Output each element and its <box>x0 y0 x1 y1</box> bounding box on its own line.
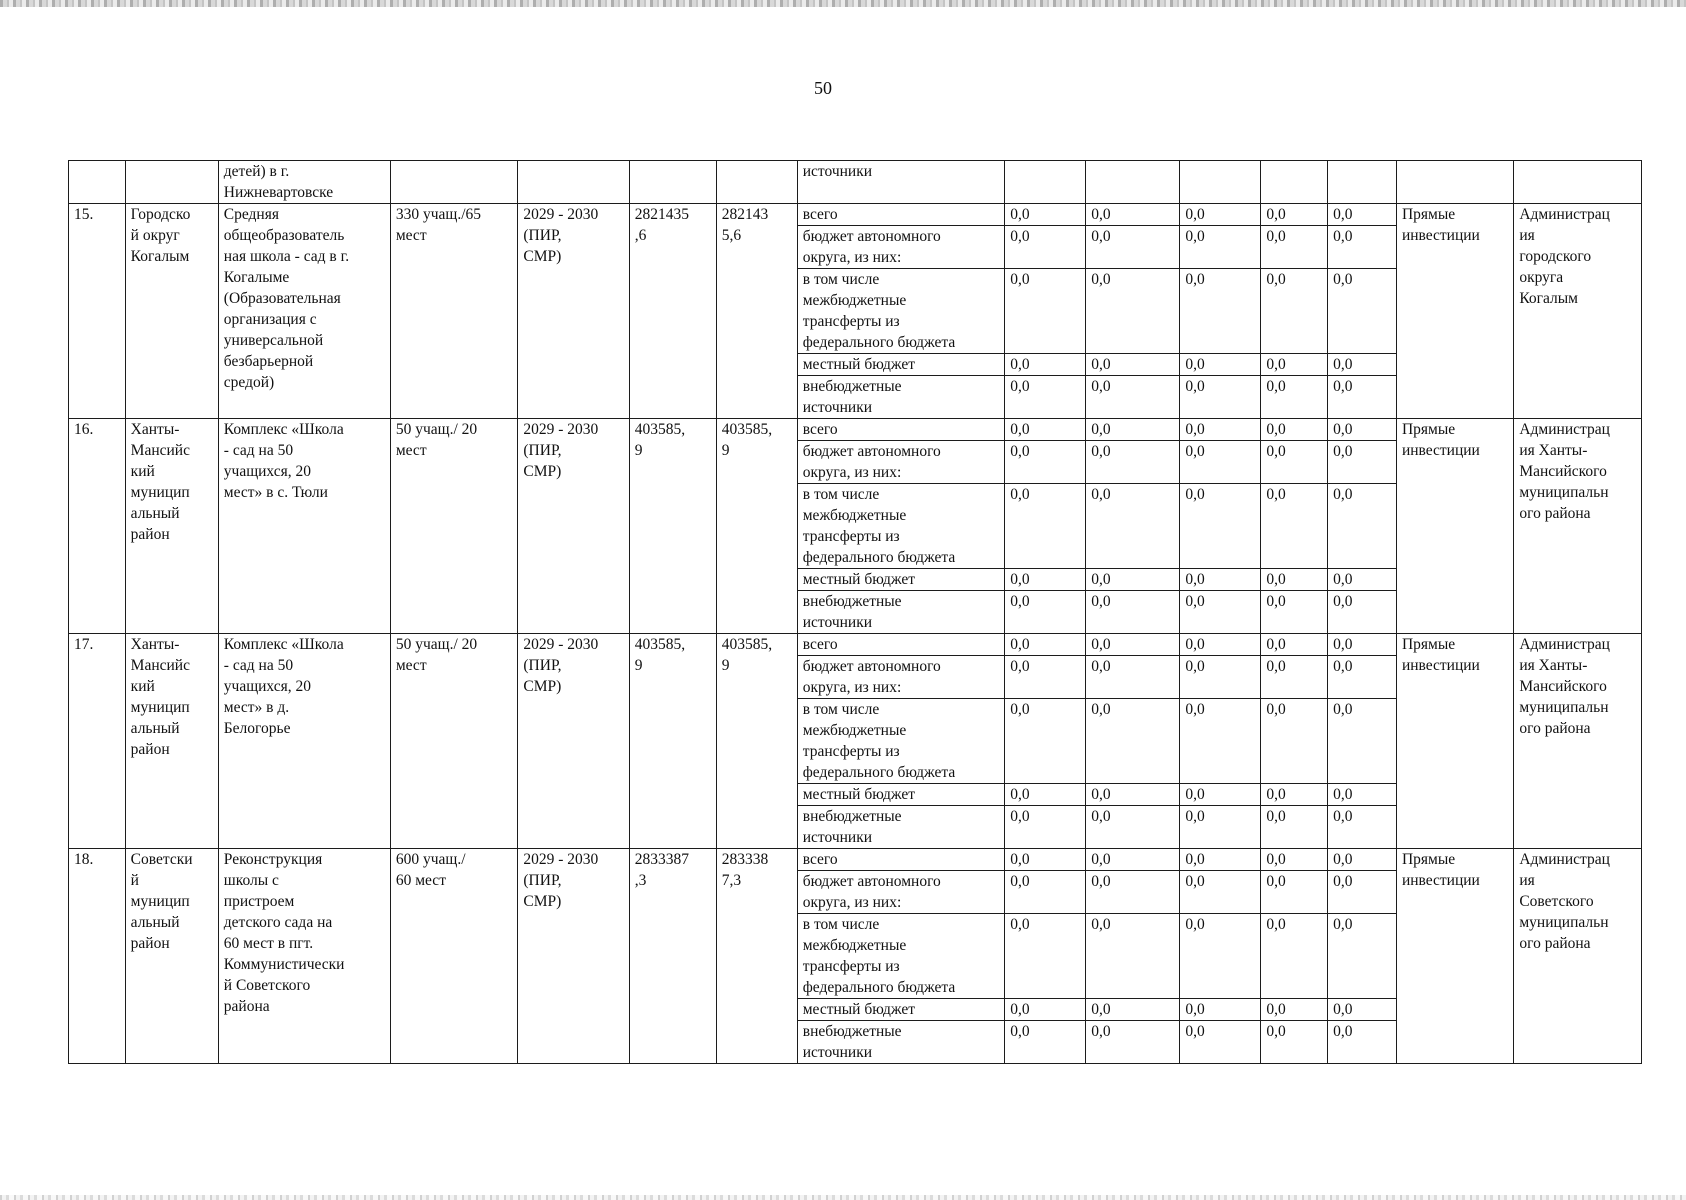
cell-source: местный бюджет <box>797 999 1005 1021</box>
cell-object: Комплекс «Школа - сад на 50 учащихся, 20 мест» в д. Белогорье <box>218 634 390 849</box>
cell-value: 0,0 <box>1261 226 1328 269</box>
cell-value: 0,0 <box>1180 634 1261 656</box>
cell-source: внебюджетные источники <box>797 376 1005 419</box>
cell-no: 15. <box>69 204 126 419</box>
cell-value: 0,0 <box>1328 656 1397 699</box>
cell-cost-total: 2833387 ,3 <box>629 849 716 1064</box>
cell-object: Комплекс «Школа - сад на 50 учащихся, 20 мест» в с. Тюли <box>218 419 390 634</box>
cell-period: 2029 - 2030 (ПИР, СМР) <box>518 849 629 1064</box>
cell-period: 2029 - 2030 (ПИР, СМР) <box>518 419 629 634</box>
cell-value: 0,0 <box>1328 226 1397 269</box>
cell-value: 0,0 <box>1086 419 1180 441</box>
cell-value: 0,0 <box>1086 784 1180 806</box>
scan-edge-top <box>0 0 1686 7</box>
cell-value: 0,0 <box>1180 419 1261 441</box>
cell-cost-remaining: 403585, 9 <box>716 634 797 849</box>
cell-value: 0,0 <box>1261 269 1328 354</box>
cell-value: 0,0 <box>1180 784 1261 806</box>
cell-value: 0,0 <box>1086 484 1180 569</box>
cell-source: источники <box>797 161 1005 204</box>
cell-value: 0,0 <box>1328 569 1397 591</box>
cell-capacity <box>390 161 518 204</box>
table-row <box>69 204 1642 226</box>
cell-value: 0,0 <box>1328 999 1397 1021</box>
cell-value: 0,0 <box>1086 871 1180 914</box>
cell-value: 0,0 <box>1328 484 1397 569</box>
cell-value: 0,0 <box>1180 914 1261 999</box>
cell-value: 0,0 <box>1086 269 1180 354</box>
cell-value: 0,0 <box>1180 849 1261 871</box>
cell-value: 0,0 <box>1328 376 1397 419</box>
cell-cost-total <box>629 161 716 204</box>
cell-value: 0,0 <box>1261 784 1328 806</box>
cell-value: 0,0 <box>1086 656 1180 699</box>
cell-value <box>1261 161 1328 204</box>
cell-municipality: Советски й муницип альный район <box>125 849 218 1064</box>
continuation-row <box>69 161 1642 204</box>
cell-source: в том числе межбюджетные трансферты из федерального бюджета <box>797 484 1005 569</box>
cell-value: 0,0 <box>1261 419 1328 441</box>
cell-value: 0,0 <box>1005 269 1086 354</box>
cell-value: 0,0 <box>1328 204 1397 226</box>
cell-value: 0,0 <box>1261 871 1328 914</box>
cell-value: 0,0 <box>1005 784 1086 806</box>
cell-source: всего <box>797 849 1005 871</box>
cell-value: 0,0 <box>1005 354 1086 376</box>
cell-capacity: 600 учащ./ 60 мест <box>390 849 518 1064</box>
cell-object: детей) в г. Нижневартовске <box>218 161 390 204</box>
cell-value: 0,0 <box>1180 806 1261 849</box>
cell-value: 0,0 <box>1180 204 1261 226</box>
cell-source: всего <box>797 634 1005 656</box>
cell-municipality <box>125 161 218 204</box>
cell-value: 0,0 <box>1005 419 1086 441</box>
cell-value: 0,0 <box>1005 569 1086 591</box>
table-row <box>69 634 1642 656</box>
cell-value: 0,0 <box>1261 634 1328 656</box>
cell-value: 0,0 <box>1328 634 1397 656</box>
cell-value: 0,0 <box>1086 699 1180 784</box>
cell-value: 0,0 <box>1261 656 1328 699</box>
cell-value: 0,0 <box>1005 634 1086 656</box>
cell-source: всего <box>797 419 1005 441</box>
cell-period: 2029 - 2030 (ПИР, СМР) <box>518 204 629 419</box>
cell-source: местный бюджет <box>797 569 1005 591</box>
cell-value: 0,0 <box>1180 376 1261 419</box>
cell-source: бюджет автономного округа, из них: <box>797 226 1005 269</box>
cell-responsible: Администрац ия Советского муниципальн ого района <box>1514 849 1642 1064</box>
cell-no: 18. <box>69 849 126 1064</box>
cell-value: 0,0 <box>1180 226 1261 269</box>
cell-value: 0,0 <box>1261 699 1328 784</box>
cell-value: 0,0 <box>1328 419 1397 441</box>
cell-value: 0,0 <box>1180 591 1261 634</box>
cell-value: 0,0 <box>1086 354 1180 376</box>
cell-value: 0,0 <box>1261 484 1328 569</box>
cell-value: 0,0 <box>1005 699 1086 784</box>
cell-value: 0,0 <box>1261 999 1328 1021</box>
cell-value: 0,0 <box>1086 591 1180 634</box>
cell-municipality: Ханты- Мансийс кий муницип альный район <box>125 419 218 634</box>
cell-value: 0,0 <box>1328 1021 1397 1064</box>
cell-responsible <box>1514 161 1642 204</box>
cell-value: 0,0 <box>1086 999 1180 1021</box>
cell-source: бюджет автономного округа, из них: <box>797 441 1005 484</box>
cell-value: 0,0 <box>1180 699 1261 784</box>
cell-value: 0,0 <box>1086 849 1180 871</box>
cell-cost-remaining: 403585, 9 <box>716 419 797 634</box>
cell-no: 17. <box>69 634 126 849</box>
cell-mechanism: Прямые инвестиции <box>1396 849 1513 1064</box>
cell-value: 0,0 <box>1005 656 1086 699</box>
cell-value: 0,0 <box>1180 354 1261 376</box>
cell-object: Реконструкция школы с пристроем детского сада на 60 мест в пгт. Коммунистически й Советского района <box>218 849 390 1064</box>
cell-value: 0,0 <box>1261 849 1328 871</box>
cell-source: в том числе межбюджетные трансферты из федерального бюджета <box>797 269 1005 354</box>
cell-value: 0,0 <box>1328 914 1397 999</box>
cell-responsible: Администрац ия городского округа Когалым <box>1514 204 1642 419</box>
cell-value: 0,0 <box>1005 484 1086 569</box>
cell-value <box>1328 161 1397 204</box>
cell-value: 0,0 <box>1180 871 1261 914</box>
cell-value: 0,0 <box>1328 441 1397 484</box>
cell-no <box>69 161 126 204</box>
cell-municipality: Ханты- Мансийс кий муницип альный район <box>125 634 218 849</box>
table-row <box>69 419 1642 441</box>
cell-value: 0,0 <box>1005 1021 1086 1064</box>
cell-value: 0,0 <box>1261 914 1328 999</box>
cell-value: 0,0 <box>1005 999 1086 1021</box>
cell-value: 0,0 <box>1086 569 1180 591</box>
cell-capacity: 50 учащ./ 20 мест <box>390 419 518 634</box>
cell-value: 0,0 <box>1005 806 1086 849</box>
cell-responsible: Администрац ия Ханты- Мансийского муниципальн ого района <box>1514 419 1642 634</box>
cell-value: 0,0 <box>1328 269 1397 354</box>
cell-source: внебюджетные источники <box>797 591 1005 634</box>
cell-value: 0,0 <box>1328 849 1397 871</box>
cell-value: 0,0 <box>1261 1021 1328 1064</box>
cell-value: 0,0 <box>1180 656 1261 699</box>
cell-value: 0,0 <box>1086 806 1180 849</box>
cell-responsible: Администрац ия Ханты- Мансийского муниципальн ого района <box>1514 634 1642 849</box>
page-number: 50 <box>814 78 832 98</box>
cell-value: 0,0 <box>1328 806 1397 849</box>
cell-value: 0,0 <box>1180 569 1261 591</box>
cell-source: всего <box>797 204 1005 226</box>
cell-cost-remaining <box>716 161 797 204</box>
cell-capacity: 50 учащ./ 20 мест <box>390 634 518 849</box>
cell-value: 0,0 <box>1261 204 1328 226</box>
cell-source: бюджет автономного округа, из них: <box>797 656 1005 699</box>
cell-period: 2029 - 2030 (ПИР, СМР) <box>518 634 629 849</box>
cell-value: 0,0 <box>1180 269 1261 354</box>
cell-value: 0,0 <box>1261 569 1328 591</box>
cell-cost-total: 403585, 9 <box>629 419 716 634</box>
cell-period <box>518 161 629 204</box>
cell-cost-remaining: 283338 7,3 <box>716 849 797 1064</box>
cell-mechanism: Прямые инвестиции <box>1396 419 1513 634</box>
cell-value <box>1180 161 1261 204</box>
cell-value: 0,0 <box>1086 376 1180 419</box>
investment-objects-table <box>68 160 1642 1064</box>
cell-source: внебюджетные источники <box>797 806 1005 849</box>
cell-value: 0,0 <box>1086 204 1180 226</box>
cell-value: 0,0 <box>1086 226 1180 269</box>
cell-source: в том числе межбюджетные трансферты из федерального бюджета <box>797 914 1005 999</box>
cell-value <box>1086 161 1180 204</box>
cell-value: 0,0 <box>1005 914 1086 999</box>
cell-value: 0,0 <box>1005 871 1086 914</box>
cell-value: 0,0 <box>1180 1021 1261 1064</box>
cell-source: внебюджетные источники <box>797 1021 1005 1064</box>
cell-value: 0,0 <box>1086 1021 1180 1064</box>
cell-value: 0,0 <box>1005 226 1086 269</box>
cell-mechanism <box>1396 161 1513 204</box>
cell-municipality: Городско й округ Когалым <box>125 204 218 419</box>
table-row <box>69 849 1642 871</box>
cell-value: 0,0 <box>1261 591 1328 634</box>
cell-value: 0,0 <box>1328 871 1397 914</box>
cell-mechanism: Прямые инвестиции <box>1396 204 1513 419</box>
cell-source: в том числе межбюджетные трансферты из федерального бюджета <box>797 699 1005 784</box>
cell-value: 0,0 <box>1328 699 1397 784</box>
cell-value <box>1005 161 1086 204</box>
cell-value: 0,0 <box>1261 441 1328 484</box>
scan-edge-bottom <box>0 1195 1686 1200</box>
cell-source: местный бюджет <box>797 354 1005 376</box>
cell-cost-total: 2821435 ,6 <box>629 204 716 419</box>
cell-value: 0,0 <box>1005 849 1086 871</box>
cell-value: 0,0 <box>1328 784 1397 806</box>
cell-value: 0,0 <box>1005 591 1086 634</box>
cell-source: бюджет автономного округа, из них: <box>797 871 1005 914</box>
cell-value: 0,0 <box>1180 999 1261 1021</box>
cell-value: 0,0 <box>1086 914 1180 999</box>
cell-value: 0,0 <box>1261 806 1328 849</box>
cell-value: 0,0 <box>1180 441 1261 484</box>
cell-object: Средняя общеобразователь ная школа - сад в г. Когалыме (Образовательная организация с универсальной безбарьерной средой) <box>218 204 390 419</box>
cell-value: 0,0 <box>1328 354 1397 376</box>
cell-value: 0,0 <box>1086 441 1180 484</box>
cell-value: 0,0 <box>1005 441 1086 484</box>
cell-value: 0,0 <box>1261 354 1328 376</box>
cell-cost-total: 403585, 9 <box>629 634 716 849</box>
cell-value: 0,0 <box>1005 376 1086 419</box>
cell-source: местный бюджет <box>797 784 1005 806</box>
cell-no: 16. <box>69 419 126 634</box>
cell-capacity: 330 учащ./65 мест <box>390 204 518 419</box>
cell-value: 0,0 <box>1005 204 1086 226</box>
cell-value: 0,0 <box>1328 591 1397 634</box>
cell-value: 0,0 <box>1086 634 1180 656</box>
cell-value: 0,0 <box>1261 376 1328 419</box>
cell-mechanism: Прямые инвестиции <box>1396 634 1513 849</box>
cell-value: 0,0 <box>1180 484 1261 569</box>
cell-cost-remaining: 282143 5,6 <box>716 204 797 419</box>
